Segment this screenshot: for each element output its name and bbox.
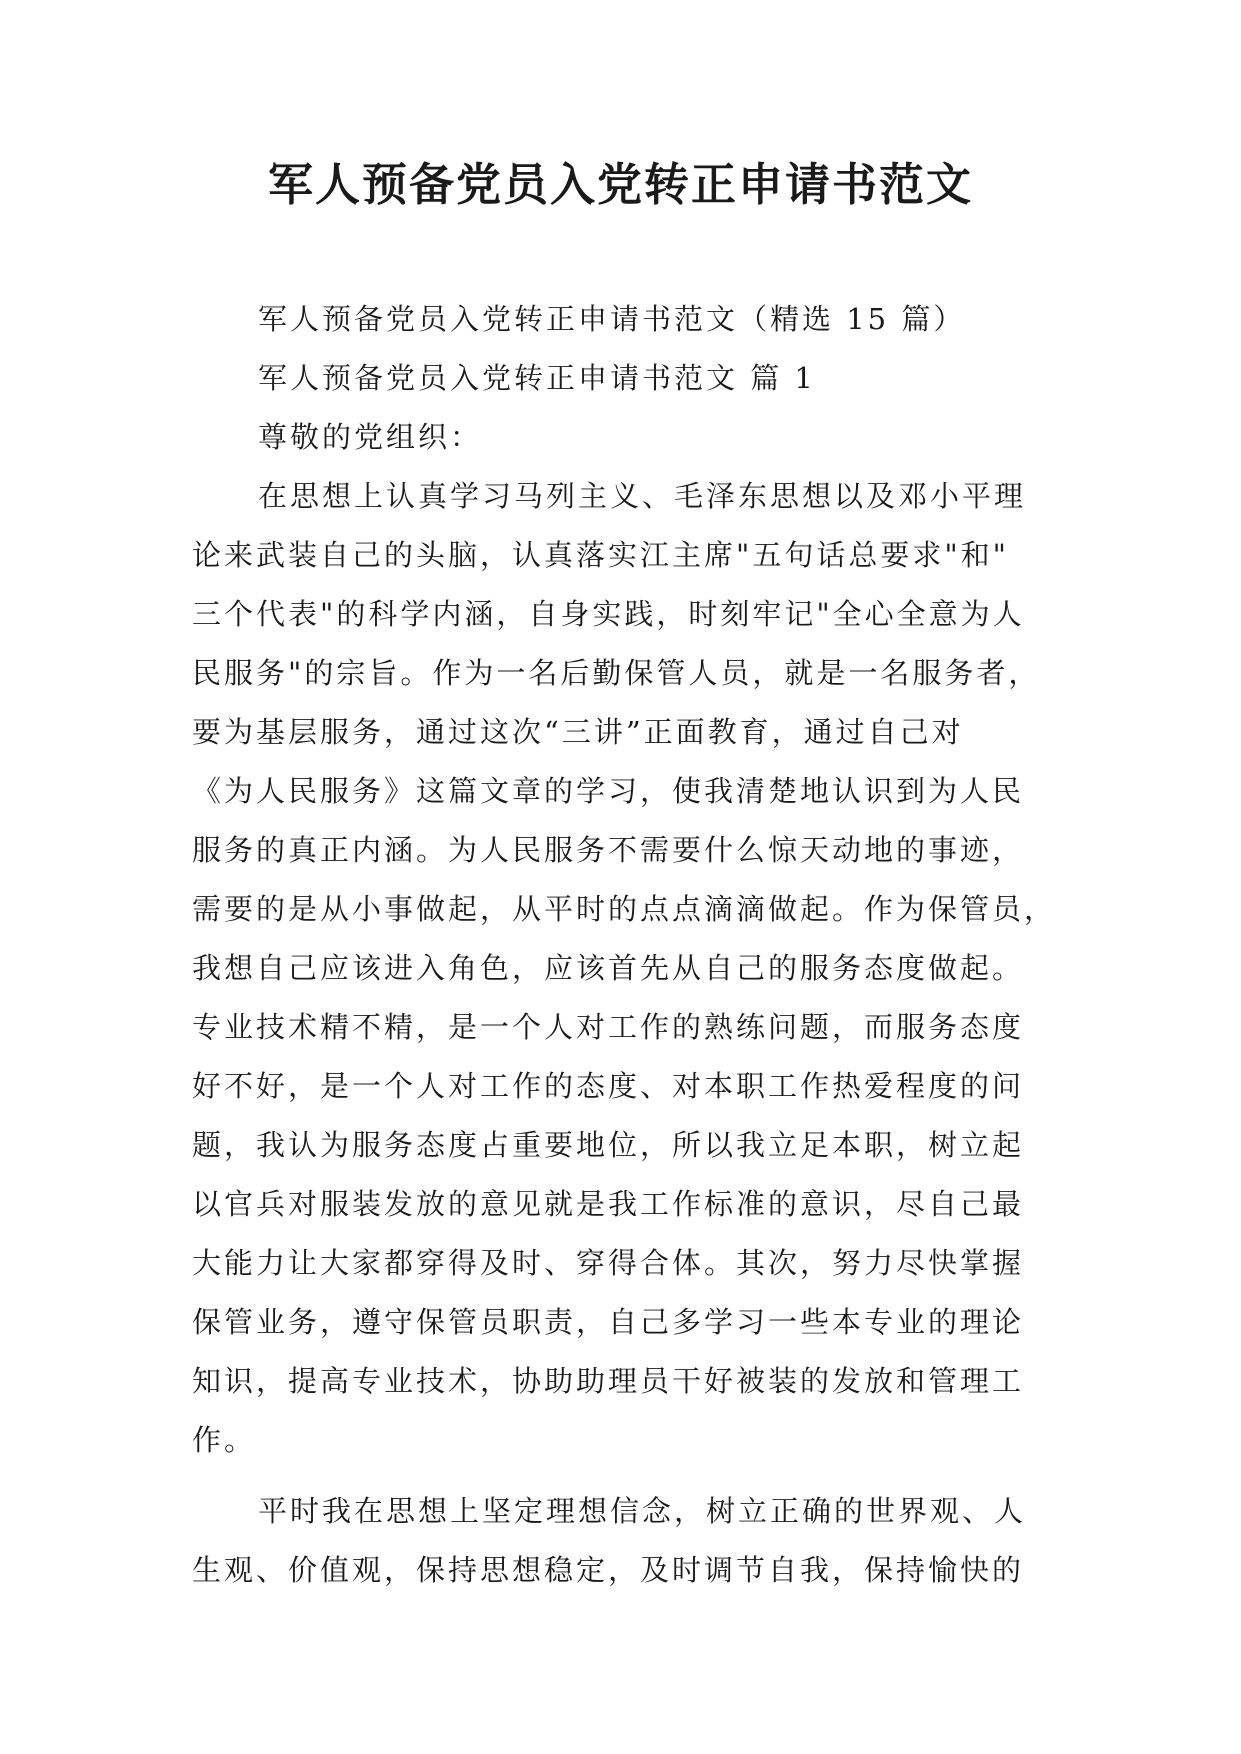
paragraph-spacer [192, 1470, 1052, 1482]
paragraph-line: 需要的是从小事做起，从平时的点点滴滴做起。作为保管员， [192, 892, 1057, 926]
paragraph-line: 大能力让大家都穿得及时、穿得合体。其次，努力尽快掌握 [192, 1246, 1025, 1280]
paragraph-line: 专业技术精不精，是一个人对工作的熟练问题，而服务态度 [192, 1010, 1025, 1044]
paragraph-line: 《为人民服务》这篇文章的学习，使我清楚地认识到为人民 [192, 774, 1025, 808]
paragraph-line: 民服务"的宗旨。作为一名后勤保管人员，就是一名服务者， [192, 656, 1041, 690]
paragraph-line: 题，我认为服务态度占重要地位，所以我立足本职，树立起 [192, 1128, 1025, 1162]
paragraph-line: 作。 [192, 1423, 257, 1457]
paragraph-line: 论来武装自己的头脑，认真落实江主席"五句话总要求"和" [192, 538, 1010, 572]
paragraph-line: 三个代表"的科学内涵，自身实践，时刻牢记"全心全意为人 [192, 597, 1025, 631]
section-heading: 军人预备党员入党转正申请书范文 篇 1 [258, 361, 816, 395]
paragraph-line: 平时我在思想上坚定理想信念，树立正确的世界观、人 [258, 1494, 1027, 1528]
paragraph-line: 服务的真正内涵。为人民服务不需要什么惊天动地的事迹， [192, 833, 1025, 867]
paragraph-line: 保管业务，遵守保管员职责，自己多学习一些本专业的理论 [192, 1305, 1025, 1339]
paragraph-line: 在思想上认真学习马列主义、毛泽东思想以及邓小平理 [258, 479, 1027, 513]
document-body [192, 290, 1057, 1600]
subtitle-line: 军人预备党员入党转正申请书范文（精选 15 篇） [258, 302, 966, 336]
paragraph-line: 要为基层服务，通过这次“三讲”正面教育，通过自己对 [192, 715, 964, 749]
paragraph-line: 知识，提高专业技术，协助助理员干好被装的发放和管理工 [192, 1364, 1025, 1398]
salutation: 尊敬的党组织： [258, 420, 483, 454]
paragraph-line: 生观、价值观，保持思想稳定，及时调节自我，保持愉快的 [192, 1553, 1025, 1587]
document-title: 军人预备党员入党转正申请书范文 [267, 158, 973, 211]
paragraph-line: 以官兵对服装发放的意见就是我工作标准的意识，尽自己最 [192, 1187, 1025, 1221]
paragraph-line: 我想自己应该进入角色，应该首先从自己的服务态度做起。 [192, 951, 1025, 985]
paragraph-line: 好不好，是一个人对工作的态度、对本职工作热爱程度的问 [192, 1069, 1025, 1103]
